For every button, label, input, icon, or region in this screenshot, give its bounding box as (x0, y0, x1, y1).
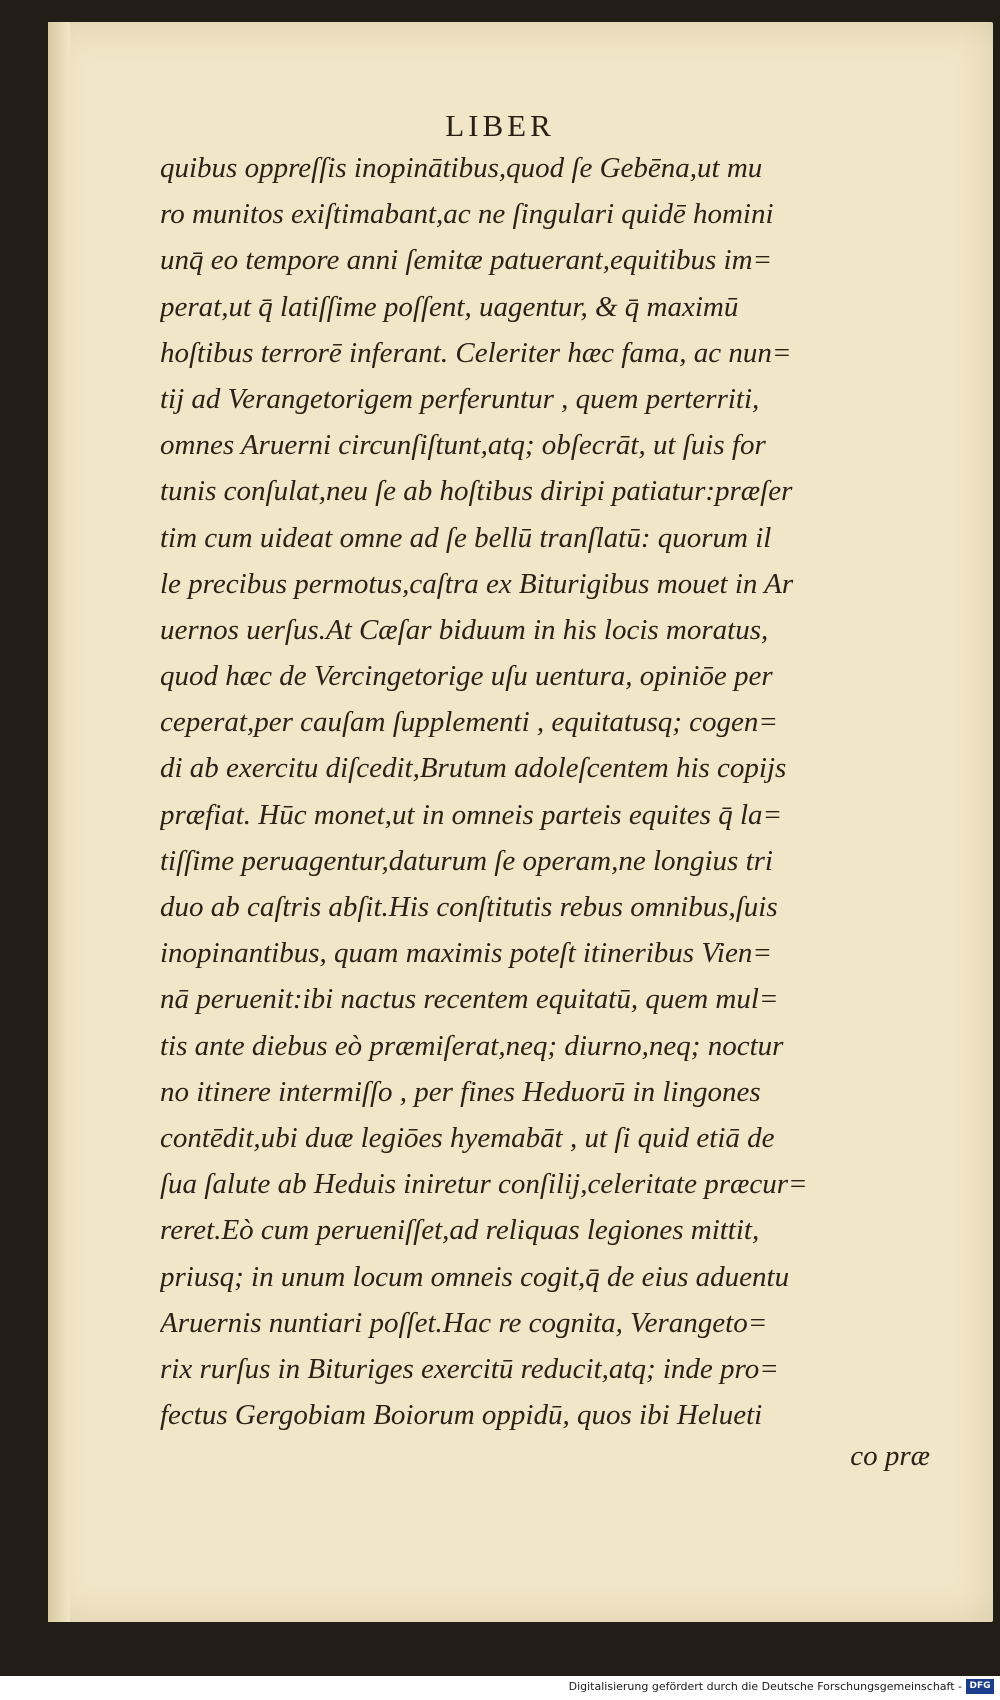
dfg-logo: DFG (966, 1679, 994, 1694)
text-line: ſua ſalute ab Heduis iniretur conſilij,celeritate præcur= (160, 1168, 808, 1201)
text-line: tis ante diebus eò præmiſerat,neq; diurno,neq; noctur (160, 1029, 784, 1062)
text-line: tij ad Verangetorigem perferuntur , quem perterriti, (160, 382, 760, 415)
catchword: co præ (850, 1440, 930, 1472)
text-line: di ab exercitu diſcedit,Brutum adoleſcentem his copijs (160, 752, 787, 785)
page-gutter (48, 22, 70, 1622)
text-line: fectus Gergobiam Boiorum oppidū, quos ibi Helueti (160, 1399, 763, 1432)
text-line: contēdit,ubi duæ legiōes hyemabāt , ut ſi quid etiā de (160, 1121, 775, 1154)
text-line: quibus oppreſſis inopinātibus,quod ſe Gebēna,ut mu (160, 152, 763, 184)
text-line: priusq; in unum locum omneis cogit,q̄ de eius aduentu (160, 1260, 790, 1293)
text-line: tim cum uideat omne ad ſe bellū tranſlatū: quorum il (160, 521, 772, 554)
text-line: omnes Aruerni circunſiſtunt,atq; obſecrāt, ut ſuis for (160, 429, 766, 462)
text-line: le precibus permotus,caſtra ex Biturigibus mouet in Ar (160, 567, 794, 600)
text-line: nā peruenit:ibi nactus recentem equitatū, quem mul= (160, 983, 779, 1016)
text-line: duo ab caſtris abſit.His conſtitutis rebus omnibus,ſuis (160, 891, 778, 923)
text-line: Aruernis nuntiari poſſet.Hac re cognita, Verangeto= (160, 1306, 768, 1339)
text-line: uernos uerſus.At Cæſar biduum in his locis moratus, (160, 613, 769, 646)
text-line: tiſſime peruagentur,daturum ſe operam,ne longius tri (160, 844, 773, 877)
text-line: tunis conſulat,neu ſe ab hoſtibus diripi patiatur:præſer (160, 475, 793, 508)
text-line: hoſtibus terrorē inferant. Celeriter hæc fama, ac nun= (160, 336, 792, 369)
text-line: ceperat,per cauſam ſupplementi , equitatusq; cogen= (160, 706, 778, 739)
text-block (160, 145, 940, 1438)
footer-credit: Digitalisierung gefördert durch die Deutsche Forschungsgemeinschaft - (568, 1680, 962, 1693)
text-line: rix rurſus in Bituriges exercitū reducit,atq; inde pro= (160, 1352, 779, 1385)
text-line: no itinere intermiſſo , per fines Heduorū in lingones (160, 1075, 761, 1108)
text-line: quod hæc de Vercingetorige uſu uentura, opiniōe per (160, 660, 773, 693)
text-line: unq̄ eo tempore anni ſemitæ patuerant,equitibus im= (160, 244, 773, 277)
text-line: reret.Eò cum perueniſſet,ad reliquas legiones mittit, (160, 1214, 760, 1247)
text-line: ro munitos exiſtimabant,ac ne ſingulari quidē homini (160, 198, 774, 231)
text-line: perat,ut q̄ latiſſime poſſent, uagentur, & q̄ maximū (160, 290, 739, 323)
text-line: præfiat. Hūc monet,ut in omneis parteis equites q̄ la= (160, 798, 783, 831)
running-head: LIBER (445, 108, 555, 143)
text-line: inopinantibus, quam maximis poteſt itineribus Vien= (160, 937, 772, 970)
